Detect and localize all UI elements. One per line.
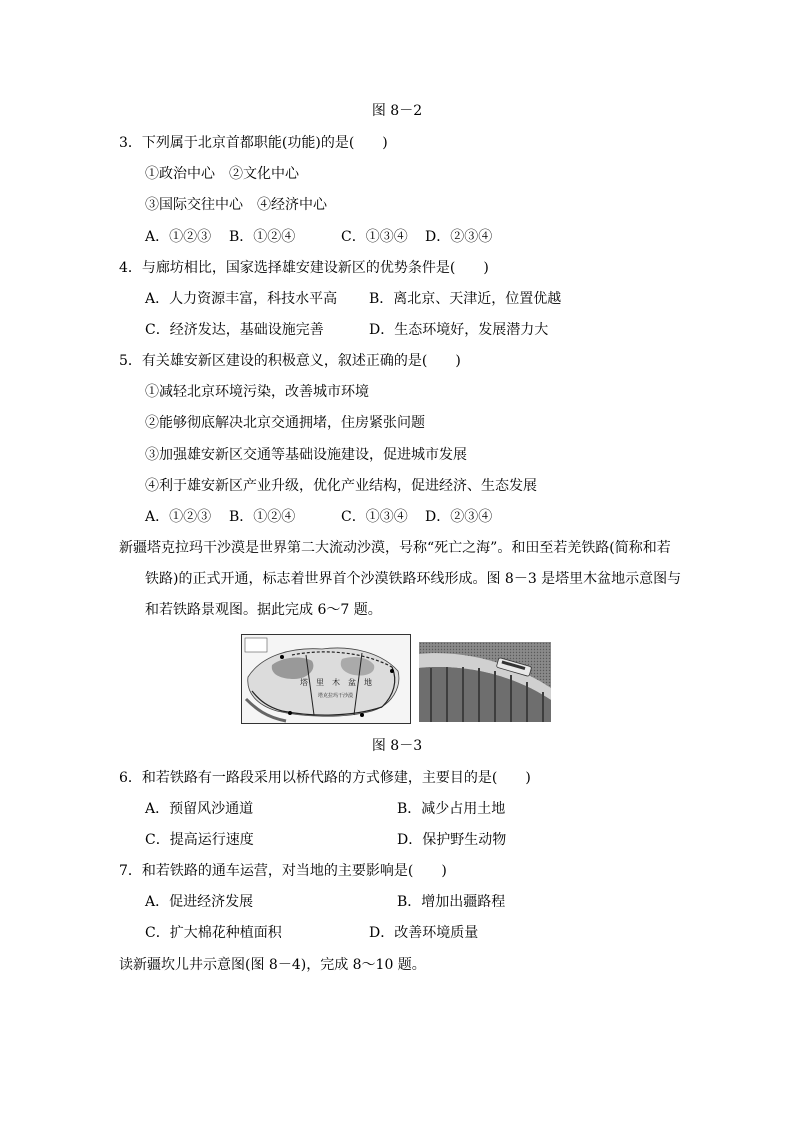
question-5-option-b[interactable]: B．①②④ bbox=[229, 509, 296, 525]
question-3-option-b[interactable]: B．①②④ bbox=[229, 229, 296, 245]
figure-caption-8-3: 图 8－3 bbox=[371, 738, 423, 754]
question-6-option-d[interactable]: D．保护野生动物 bbox=[397, 832, 507, 848]
question-6-stem: 6．和若铁路有一路段采用以桥代路的方式修建，主要目的是( ) bbox=[119, 770, 531, 786]
question-5-option-a[interactable]: A．①②③ bbox=[145, 509, 212, 525]
figure-caption-8-2: 图 8－2 bbox=[371, 103, 423, 119]
question-5-item-4: ④利于雄安新区产业升级，优化产业结构，促进经济、生态发展 bbox=[145, 478, 537, 494]
question-7-option-c[interactable]: C．扩大棉花种植面积 bbox=[145, 925, 282, 941]
intro-6-7-line-3: 和若铁路景观图。据此完成 6～7 题。 bbox=[145, 602, 382, 618]
map-label-desert: 塔克拉玛干沙漠 bbox=[318, 693, 354, 699]
intro-6-7-line-1: 新疆塔克拉玛干沙漠是世界第二大流动沙漠，号称“死亡之海”。和田至若羌铁路(简称和若 bbox=[119, 540, 671, 556]
question-5-stem: 5．有关雄安新区建设的积极意义，叙述正确的是( ) bbox=[119, 353, 461, 369]
question-4-option-b[interactable]: B．离北京、天津近，位置优越 bbox=[369, 291, 562, 307]
question-5-item-3: ③加强雄安新区交通等基础设施建设，促进城市发展 bbox=[145, 447, 467, 463]
question-3-item-2: ③国际交往中心 ④经济中心 bbox=[145, 197, 327, 213]
question-3-option-a[interactable]: A．①②③ bbox=[145, 229, 212, 245]
question-6-option-c[interactable]: C．提高运行速度 bbox=[145, 832, 254, 848]
question-3-option-c[interactable]: C．①③④ bbox=[341, 229, 408, 245]
question-5-item-2: ②能够彻底解决北京交通拥堵，住房紧张问题 bbox=[145, 415, 425, 431]
question-5-option-d[interactable]: D．②③④ bbox=[425, 509, 493, 525]
question-7-option-d[interactable]: D．改善环境质量 bbox=[369, 925, 479, 941]
question-3-option-d[interactable]: D．②③④ bbox=[425, 229, 493, 245]
question-4-option-c[interactable]: C．经济发达，基础设施完善 bbox=[145, 322, 324, 338]
question-3-stem: 3．下列属于北京首都职能(功能)的是( ) bbox=[119, 135, 388, 151]
question-7-option-b[interactable]: B．增加出疆路程 bbox=[397, 894, 506, 910]
tarim-basin-map-graphic bbox=[242, 635, 410, 723]
question-5-item-1: ①减轻北京环境污染，改善城市环境 bbox=[145, 384, 369, 400]
question-7-stem: 7．和若铁路的通车运营，对当地的主要影响是( ) bbox=[119, 863, 447, 879]
question-4-stem: 4．与廊坊相比，国家选择雄安建设新区的优势条件是( ) bbox=[119, 260, 489, 276]
question-5-option-c[interactable]: C．①③④ bbox=[341, 509, 408, 525]
railway-photo-graphic bbox=[419, 642, 551, 722]
question-4-option-a[interactable]: A．人力资源丰富，科技水平高 bbox=[145, 291, 338, 307]
question-6-option-b[interactable]: B．减少占用土地 bbox=[397, 801, 506, 817]
question-7-option-a[interactable]: A．促进经济发展 bbox=[145, 894, 254, 910]
railway-photo bbox=[419, 642, 551, 722]
map-label-basin: 塔 里 木 盆 地 bbox=[300, 678, 372, 687]
intro-8-10: 读新疆坎儿井示意图(图 8－4)，完成 8～10 题。 bbox=[119, 957, 426, 973]
intro-6-7-line-2: 铁路)的正式开通，标志着世界首个沙漠铁路环线形成。图 8－3 是塔里木盆地示意图与 bbox=[145, 571, 682, 587]
tarim-basin-map bbox=[241, 634, 411, 724]
question-6-option-a[interactable]: A．预留风沙通道 bbox=[145, 801, 254, 817]
question-3-item-1: ①政治中心 ②文化中心 bbox=[145, 166, 299, 182]
question-4-option-d[interactable]: D．生态环境好，发展潜力大 bbox=[369, 322, 549, 338]
